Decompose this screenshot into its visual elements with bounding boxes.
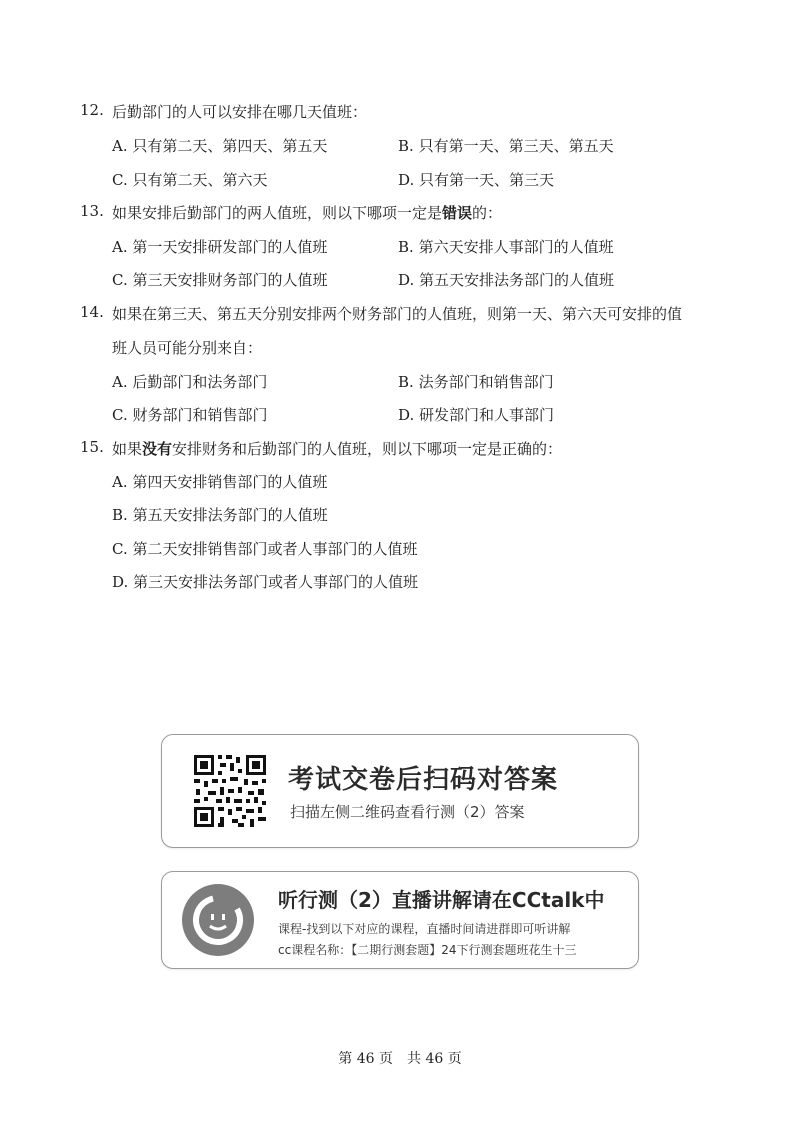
page-number: 第 46 页 共 46 页 xyxy=(338,1051,462,1067)
option-d: D. 第三天安排法务部门或者人事部门的人值班 xyxy=(112,573,419,591)
question-number: 14. xyxy=(80,303,104,321)
question-number: 12. xyxy=(80,101,104,119)
option-d: D. 只有第一天、第三天 xyxy=(398,171,555,189)
question-stem-continued: 班人员可能分别来自： xyxy=(112,339,263,357)
option-a: A. 第一天安排研发部门的人值班 xyxy=(112,238,328,256)
cctalk-live-banner xyxy=(161,871,639,969)
answer-qr-banner xyxy=(161,734,639,848)
option-a: A. 只有第二天、第四天、第五天 xyxy=(112,137,328,155)
qr-code-icon[interactable] xyxy=(192,753,268,829)
option-c: C. 第三天安排财务部门的人值班 xyxy=(112,271,328,289)
option-a: A. 后勤部门和法务部门 xyxy=(112,373,268,391)
option-c: C. 只有第二天、第六天 xyxy=(112,171,268,189)
question-number: 13. xyxy=(80,202,104,220)
banner-title: 考试交卷后扫码对答案 xyxy=(288,765,559,795)
question-stem: 如果在第三天、第五天分别安排两个财务部门的人值班，则第一天、第六天可安排的值 xyxy=(112,305,683,323)
option-a: A. 第四天安排销售部门的人值班 xyxy=(112,473,328,491)
option-b: B. 只有第一天、第三天、第五天 xyxy=(398,137,614,155)
banner-line-1: 课程-找到以下对应的课程，直播时间请进群即可听讲解 xyxy=(278,922,571,936)
banner-subtitle: 扫描左侧二维码查看行测（2）答案 xyxy=(290,803,525,821)
option-d: D. 研发部门和人事部门 xyxy=(398,406,555,424)
question-number: 15. xyxy=(80,438,104,456)
option-c: C. 财务部门和销售部门 xyxy=(112,406,268,424)
question-stem: 后勤部门的人可以安排在哪几天值班： xyxy=(112,103,368,121)
option-c: C. 第二天安排销售部门或者人事部门的人值班 xyxy=(112,540,418,558)
option-b: B. 法务部门和销售部门 xyxy=(398,373,554,391)
banner-line-2: cc课程名称：【二期行测套题】24下行测套题班花生十三 xyxy=(278,943,577,957)
banner-title: 听行测（2）直播讲解请在CCtalk中 xyxy=(278,888,605,912)
option-b: B. 第五天安排法务部门的人值班 xyxy=(112,506,328,524)
cctalk-logo-icon xyxy=(180,882,256,958)
option-b: B. 第六天安排人事部门的人值班 xyxy=(398,238,614,256)
question-stem: 如果没有安排财务和后勤部门的人值班，则以下哪项一定是正确的： xyxy=(112,440,563,458)
option-d: D. 第五天安排法务部门的人值班 xyxy=(398,271,615,289)
question-stem: 如果安排后勤部门的两人值班，则以下哪项一定是错误的： xyxy=(112,204,503,222)
